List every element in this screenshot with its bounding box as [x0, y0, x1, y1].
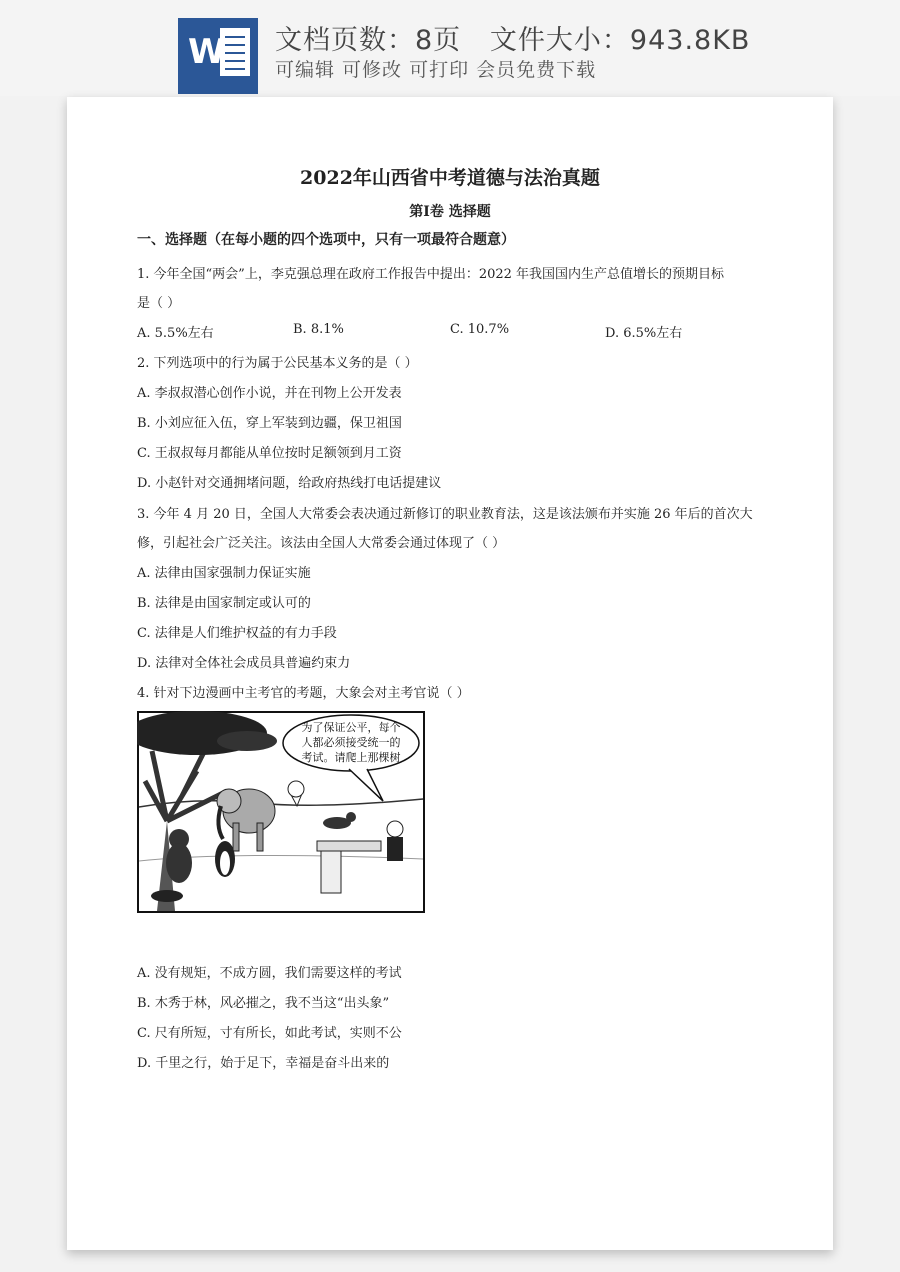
speech-line-2: 人都必须接受统一的: [301, 736, 401, 749]
question-1-stem: 1. 今年全国“两会”上，李克强总理在政府工作报告中提出：2022 年我国国内生产总值增长的预期目标: [137, 267, 725, 282]
question-4-option-c: C. 尺有所短，寸有所长，如此考试，实则不公: [137, 1026, 402, 1041]
page-title: 2022年山西省中考道德与法治真题: [300, 167, 600, 189]
question-3-stem: 3. 今年 4 月 20 日，全国人大常委会表决通过新修订的职业教育法，这是该法颁布并实施 26 年后的首次大: [137, 507, 753, 522]
question-4-option-d: D. 千里之行，始于足下，幸福是奋斗出来的: [137, 1056, 390, 1071]
question-2-option-d: D. 小赵针对交通拥堵问题，给政府热线打电话提建议: [137, 476, 442, 491]
question-1-option-a: A. 5.5%左右: [137, 326, 214, 341]
question-3-option-d: D. 法律对全体社会成员具普遍约束力: [137, 656, 351, 671]
question-4-stem: 4. 针对下边漫画中主考官的考题，大象会对主考官说（ ）: [137, 686, 470, 701]
exam-cartoon-image: [137, 711, 425, 913]
question-4-option-b: B. 木秀于林，风必摧之，我不当这“出头象”: [137, 996, 390, 1011]
speech-line-1: 为了保证公平，每个: [301, 721, 401, 734]
question-2-option-c: C. 王叔叔每月都能从单位按时足额领到月工资: [137, 446, 402, 461]
word-document-icon: [178, 18, 258, 94]
download-banner: [0, 0, 900, 96]
question-3-stem-cont: 修，引起社会广泛关注。该法由全国人大常委会通过体现了（ ）: [137, 536, 506, 551]
document-page: [67, 97, 833, 1250]
question-1-option-d: D. 6.5%左右: [605, 326, 683, 341]
part-heading: 第Ⅰ卷 选择题: [409, 204, 491, 220]
question-2-stem: 2. 下列选项中的行为属于公民基本义务的是（ ）: [137, 356, 418, 371]
question-2-option-b: B. 小刘应征入伍，穿上军装到边疆，保卫祖国: [137, 416, 402, 431]
document-features: 可编辑 可修改 可打印 会员免费下载: [275, 59, 597, 81]
question-3-option-a: A. 法律由国家强制力保证实施: [137, 566, 311, 581]
question-1-stem-cont: 是（ ）: [137, 296, 181, 311]
speech-line-3: 考试。请爬上那棵树: [301, 751, 401, 764]
question-4-option-a: A. 没有规矩，不成方圆，我们需要这样的考试: [137, 966, 402, 981]
section-heading: 一、选择题（在每小题的四个选项中，只有一项最符合题意）: [137, 232, 515, 248]
question-1-option-b: B. 8.1%: [293, 322, 344, 337]
question-3-option-c: C. 法律是人们维护权益的有力手段: [137, 626, 337, 641]
document-info: 文档页数：8页 文件大小：943.8KB: [275, 25, 751, 56]
question-2-option-a: A. 李叔叔潜心创作小说，并在刊物上公开发表: [137, 386, 402, 401]
word-letter: W: [188, 32, 226, 72]
question-1-option-c: C. 10.7%: [450, 322, 510, 337]
question-3-option-b: B. 法律是由国家制定或认可的: [137, 596, 311, 611]
